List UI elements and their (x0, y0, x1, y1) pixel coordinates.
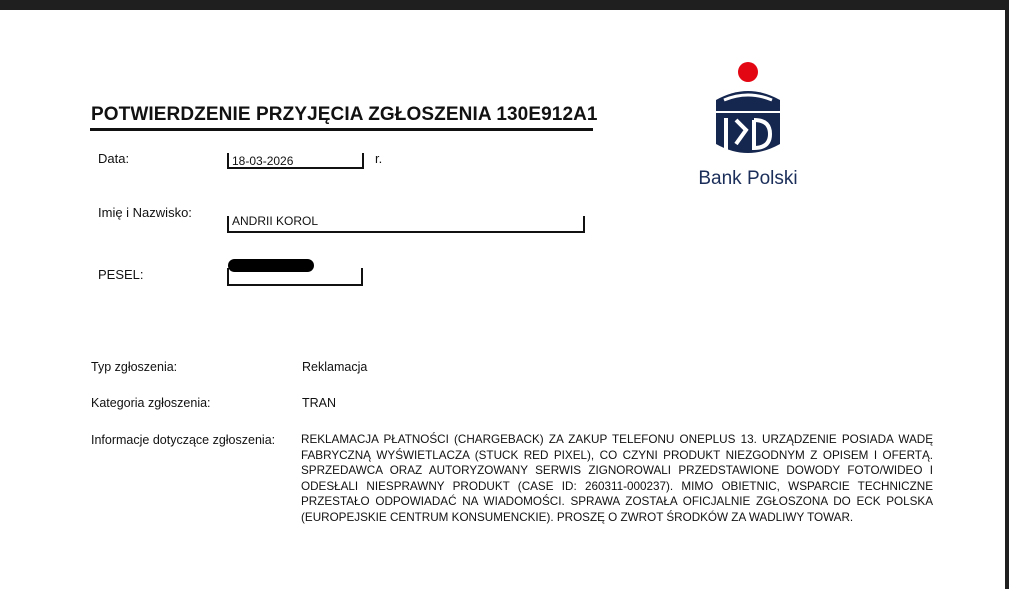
category-label: Kategoria zgłoszenia: (91, 396, 211, 410)
bank-name: Bank Polski (698, 168, 798, 189)
type-label: Typ zgłoszenia: (91, 360, 178, 374)
category-value: TRAN (302, 396, 337, 410)
info-value: REKLAMACJA PŁATNOŚCI (CHARGEBACK) ZA ZAKUP TELEFONU ONEPLUS 13. URZĄDZENIE POSIADA WADĘ FABRYCZNĄ WYŚWIETLACZA (STUCK RED PIXEL), CO CZYNI PRODUKT NIEZGODNYM Z OPISEM I OFERTĄ. SPRZEDAWCA ORAZ AUTORYZOWANY SERWIS ZIGNOROWALI PRZEDSTAWIONE DOWODY FOTO/WIDEO I ODESŁALI NIESPRAWNY PRODUKT (CASE ID: 260311-000237). MIMO OBIETNIC, WSPARCIE TECHNICZNE PRZESTAŁO ODPOWIADAĆ NA WIADOMOŚCI. SPRAWA ZOSTAŁA OFICJALNIE ZGŁOSZONA DO ECK POLSKA (EUROPEJSKIE CENTRUM KONSUMENCKIE). PROSZĘ O ZWROT ŚRODKÓW ZA WADLIWY TOWAR. (301, 433, 933, 524)
pesel-label: PESEL: (98, 267, 144, 282)
name-label: Imię i Nazwisko: (98, 205, 192, 220)
document-title: POTWIERDZENIE PRZYJĘCIA ZGŁOSZENIA 130E912A1 (91, 104, 598, 125)
pesel-redaction (228, 259, 314, 272)
info-label: Informacje dotyczące zgłoszenia: (91, 433, 276, 447)
type-value: Reklamacja (302, 360, 368, 374)
date-field: 18-03-2026 (227, 153, 364, 169)
date-label: Data: (98, 151, 130, 166)
name-field: ANDRII KOROL (227, 216, 585, 233)
title-underline (90, 128, 593, 131)
scrollbar[interactable] (1005, 10, 1009, 589)
document-page (0, 10, 1005, 589)
date-suffix: r. (375, 151, 383, 166)
